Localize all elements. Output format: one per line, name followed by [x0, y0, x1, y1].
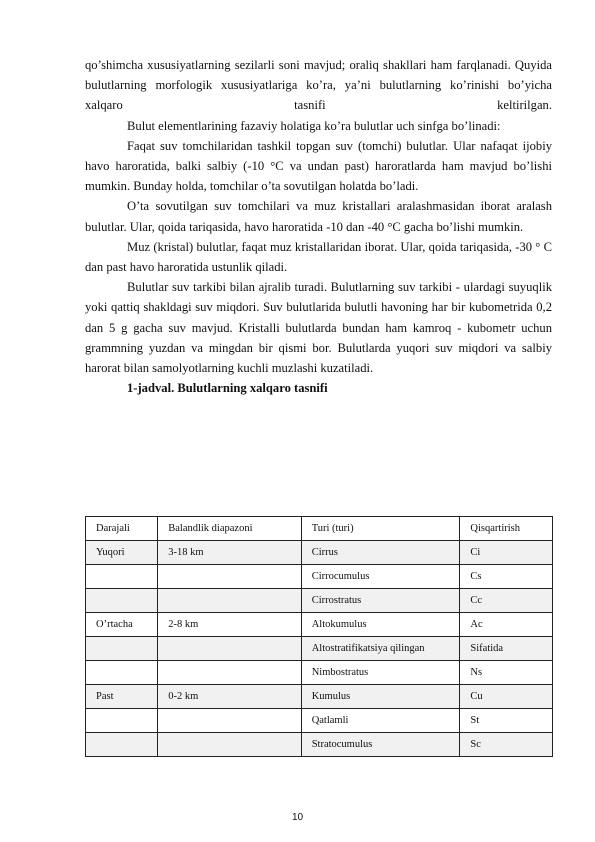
- table-row: [86, 589, 553, 613]
- table-cell: [158, 733, 301, 757]
- table-row: [86, 565, 553, 589]
- paragraph-ice-clouds: Muz (kristal) bulutlar, faqat muz kristallaridan iborat. Ular, qoida tariqasida, -30 ° C dan past havo haroratida ustunlik qiladi.: [85, 239, 552, 275]
- table-row: [86, 613, 553, 637]
- table-cell: Stratocumulus: [301, 733, 460, 757]
- paragraph-water-content: Bulutlar suv tarkibi bilan ajralib turadi. Bulutlarning suv tarkibi - ulardagi suyuqlik yoki qattiq shakldagi suv miqdori. Suv bulutlarida bulutli havoning har bir kubometrida 0,2 dan 5 g gacha suv mavjud. Kristalli bulutlarda bundan ham kamroq - kubometr uchun grammning yuzdan va mingdan bir qismi bor. Bulutlarda yuqori suv miqdori va salbiy harorat bilan samolyotlarning kuchli muzlashi kuzatiladi.: [85, 280, 552, 376]
- table-cell: Cs: [460, 565, 553, 589]
- table-row: [86, 733, 553, 757]
- table-cell: Cu: [460, 685, 553, 709]
- table-row: [86, 541, 553, 565]
- paragraph-water-clouds: Faqat suv tomchilaridan tashkil topgan suv (tomchi) bulutlar. Ular nafaqat ijobiy havo haroratida, balki salbiy (-10 °C va undan past) haroratlarda ham mavjud bo’lishi mumkin. Bunday holda, tomchilar o’ta sovutilgan holatda bo’ladi.: [85, 138, 552, 194]
- table-row: [86, 709, 553, 733]
- table-row: [86, 685, 553, 709]
- paragraph-mixed-clouds: O’ta sovutilgan suv tomchilari va muz kristallari aralashmasidan iborat aralash bulutlar. Ular, qoida tariqasida, havo haroratida -10 dan -40 °C gacha bo’lishi mumkin.: [85, 199, 552, 234]
- paragraph-phase-classes: Bulut elementlarining fazaviy holatiga ko’ra bulutlar uch sinfga bo’linadi:: [127, 118, 501, 133]
- table-cell: Altostratifikatsiya qilingan: [301, 637, 460, 661]
- page-number: 10: [291, 812, 304, 823]
- table-cell: Yuqori: [86, 541, 158, 565]
- table-cell: [86, 565, 158, 589]
- table-cell: [86, 589, 158, 613]
- cloud-classification-table: [85, 516, 553, 757]
- table-cell: Ns: [460, 661, 553, 685]
- table-caption: 1-jadval. Bulutlarning xalqaro tasnifi: [127, 381, 328, 396]
- table-cell: 0-2 km: [158, 685, 301, 709]
- table-cell: Cirrus: [301, 541, 460, 565]
- table-cell: Kumulus: [301, 685, 460, 709]
- table-cell: Sc: [460, 733, 553, 757]
- table-header-row: [86, 517, 553, 541]
- table-cell: [158, 637, 301, 661]
- table-cell: 2-8 km: [158, 613, 301, 637]
- table-cell: Cirrocumulus: [301, 565, 460, 589]
- table-cell: Ci: [460, 541, 553, 565]
- body-text: [85, 55, 552, 398]
- table-cell: [158, 589, 301, 613]
- table-cell: [86, 661, 158, 685]
- table-cell: [158, 661, 301, 685]
- table-cell: Cirrostratus: [301, 589, 460, 613]
- table-cell: Qatlamli: [301, 709, 460, 733]
- table-header-cell: Balandlik diapazoni: [158, 517, 301, 541]
- table-cell: [86, 733, 158, 757]
- table-cell: Altokumulus: [301, 613, 460, 637]
- table-row: [86, 637, 553, 661]
- table-cell: O’rtacha: [86, 613, 158, 637]
- table-cell: Sifatida: [460, 637, 553, 661]
- table-cell: Ac: [460, 613, 553, 637]
- table-cell: 3-18 km: [158, 541, 301, 565]
- table-cell: [158, 709, 301, 733]
- table-cell: Cc: [460, 589, 553, 613]
- table-cell: [158, 565, 301, 589]
- table-cell: Nimbostratus: [301, 661, 460, 685]
- table-row: [86, 661, 553, 685]
- table-header-cell: Darajali: [86, 517, 158, 541]
- table-cell: [86, 709, 158, 733]
- table-cell: St: [460, 709, 553, 733]
- table-cell: Past: [86, 685, 158, 709]
- table-header-cell: Turi (turi): [301, 517, 460, 541]
- paragraph-intro: qo’shimcha xususiyatlarning sezilarli soni mavjud; oraliq shakllari ham farqlanadi. Quyida bulutlarning morfologik xususiyatlariga ko’ra, ya’ni bulutlarning ko’rinishi bo’yicha xalqaro tasnifi keltirilgan.: [85, 58, 552, 113]
- table-cell: [86, 637, 158, 661]
- table-header-cell: Qisqartirish: [460, 517, 553, 541]
